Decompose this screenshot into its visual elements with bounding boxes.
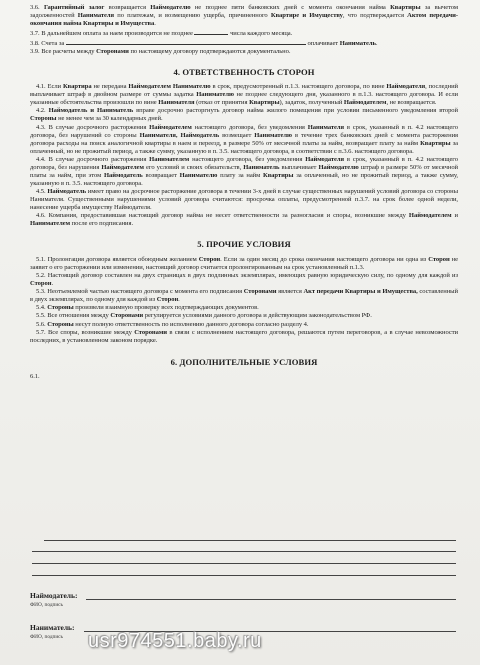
section-4-title: 4. ОТВЕТСТВЕННОСТЬ СТОРОН [173,67,315,78]
landlord-signature-label: Наймодатель: [30,591,78,600]
clause-5-7: 5.7. Все споры, возникшие между Сторонами в связи с исполнением настоящего договора, решаются путем переговоров, а в случае невозможности последних, в установленном законом порядке. [30,328,458,344]
clause-4-5: 4.5. Наймодатель имеет право на досрочное расторжение договора в течении 3-х дней в случае существенных нарушений условий договора со стороны Нанимателя. Существенными нарушениями условий договора считаются: просрочка оплаты, предусмотренной п.3.7. на срок более одной недели, нанесение ущерба имуществу Наймодателя. [30,187,458,211]
clause-4-2: 4.2. Наймодатель и Наниматель вправе досрочно расторгнуть договор найма жилого помещения при условии письменного уведомления второй Стороны не менее чем за 30 календарных дней. [30,107,458,123]
clause-3-6: 3.6. Гарантийный залог возвращается Наймодателю не позднее пяти банковских дней с момента окончания найма Квартиры за вычетом задолженностей Нанимателя по платежам, и возмещению ущерба, причиненного Квартире и Имуществу, что подтверждается Актом передачи-окончания найма Квартиры и Имущества. [30,4,458,28]
clause-5-4: 5.4. Стороны произвели взаимную проверку всех подтверждающих документов. [36,304,259,312]
contract-body [30,4,458,381]
clause-5-1: 5.1. Пролонгация договора является обоюдным желанием Сторон. Если за один месяц до срока окончания настоящего договора ни одна из Сторон не заявит о его расторжении или изменении, настоящий договор считается пролонгированным на срок установленный п.1.3. [30,256,458,272]
clause-4-6: 4.6. Компания, предоставившая настоящий договор найма не несет ответственности за разногласия и споры, возникшие между Наймодателем и Нанимателем после его подписания. [30,212,458,228]
tenant-signature-caption: ФИО, подпись [30,634,63,640]
tenant-signature-label: Наниматель: [30,623,75,632]
clause-3-7: 3.7. В дальнейшем оплата за наем производится не позднее числа каждого месяца. [30,30,293,38]
clause-4-3: 4.3. В случае досрочного расторжения Наймодателем настоящего договора, без уведомления Нанимателя в срок, указанный в п. 4.2 настоящего договора, без нарушений со стороны Нанимателя, Наймодатель возмещает Нанимателю в течение трех банковских дней с момента расторжения договора расходы на поиск аналогичной квартиры в наем и переезд, в размере 50% от месячной платы за найм, возвращает плату за найм Квартиры за оплаченный, но не прожитый период, а также сумму, указанную в п. 3.5. настоящего договора, в соответствии с п.3.6. настоящего договора. [30,123,458,155]
bills-blank [66,38,306,45]
section-6-title: 6. ДОПОЛНИТЕЛЬНЫЕ УСЛОВИЯ [170,356,318,367]
additional-terms-line-4 [32,575,456,576]
clause-5-3: 5.3. Неотъемлемой частью настоящего договора с момента его подписания Сторонами является Акт передачи Квартиры и Имущества, составленный в двух экземплярах, по одному для каждой из Сторон. [30,288,458,304]
site-watermark: usr974551.baby.ru [88,630,262,652]
additional-terms-line-2 [32,551,456,552]
clause-5-5: 5.5. Все отношения между Сторонами регулируется условиями данного договора и действующим законодательством РФ. [36,312,372,320]
clause-5-6: 5.6. Стороны несут полную ответственность по исполнению данного договора согласно разделу 4. [36,320,309,328]
clause-4-4: 4.4. В случае досрочного расторжения Нанимателем настоящего договора, без уведомления Наймодателя в срок, указанный в п. 4.2 настоящего договора, без нарушения Наймодателем его условий и своих обязательств, Наниматель выплачивает Наймодателю штраф в размере 50% от месячной платы за найм, при этом Наймодатель возвращает Нанимателю плату за найм Квартиры за оплаченный, но не прожитый период, а также сумму, указанную в п. 3.5. настоящего договора. [30,155,458,187]
clause-3-9: 3.9. Все расчеты между Сторонами по настоящему договору подтверждаются документально. [30,48,291,56]
landlord-signature-line [86,599,456,600]
landlord-signature-caption: ФИО, подпись [30,602,63,608]
payment-day-blank [194,28,228,35]
clause-6-1: 6.1. [30,372,40,380]
section-5-title: 5. ПРОЧИЕ УСЛОВИЯ [197,239,291,250]
additional-terms-line-1 [44,540,456,541]
clause-5-2: 5.2. Настоящий договор составлен на двух страницах в двух подлинных экземплярах, имеющих равную юридическую силу, по одному для каждой из Сторон. [30,272,458,288]
additional-terms-line-3 [32,563,456,564]
clause-3-8: 3.8. Счета за оплачивает Наниматель. [30,40,378,48]
clause-4-1: 4.1. Если Квартира не передана Наймодателем Нанимателю в срок, предусмотренный п.1.3. настоящего договора, по вине Наймодателя, последний выплачивает штраф в двойном размере от суммы задатка Нанимателю не позднее следующего дня, указанного в п.1.3. настоящего договора. И если указанные обстоятельства произошли по вине Нанимателя (отказ от принятия Квартиры), задаток, полученный Наймодателем, не возвращается. [30,83,458,107]
